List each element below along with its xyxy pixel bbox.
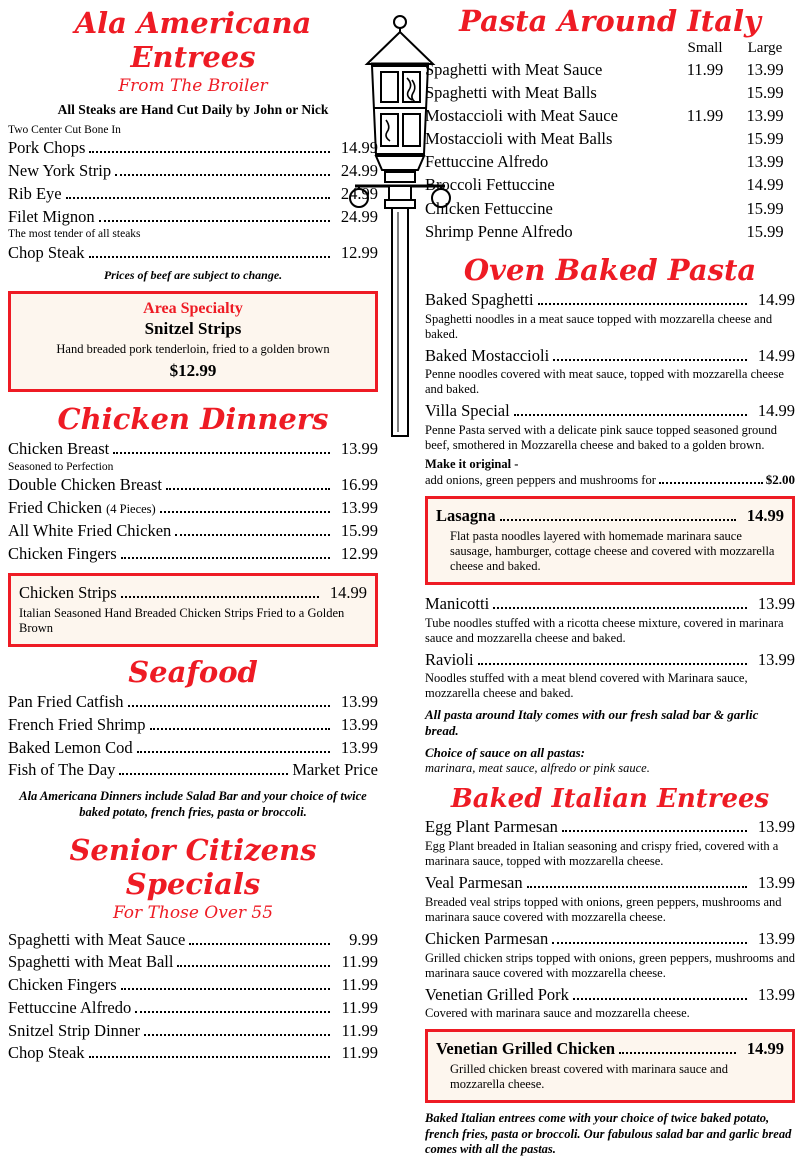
menu-item-row [8, 438, 378, 461]
item-price: 13.99 [757, 873, 795, 893]
item-price: 24.99 [340, 160, 378, 180]
item-name: Fettuccine Alfredo [8, 997, 132, 1017]
item-price-large: 15.99 [746, 198, 784, 218]
item-price-large: 15.99 [746, 129, 784, 149]
menu-item-row [8, 974, 378, 997]
item-name: Veal Parmesan [425, 873, 523, 893]
steaks-note: All Steaks are Hand Cut Daily by John or Nick [57, 102, 329, 117]
item-price: 13.99 [757, 817, 795, 837]
item-price: 13.99 [340, 737, 378, 757]
menu-item-row [436, 1038, 784, 1061]
item-name: Fried Chicken (4 Pieces) [8, 498, 156, 518]
item-name: Chicken Parmesan [425, 928, 549, 948]
table-row [425, 173, 795, 196]
leader-dots [89, 256, 330, 258]
menu-item-row [19, 582, 367, 605]
item-desc: Egg Plant breaded in Italian seasoning and crispy fried, covered with a marinara sauce, topped with mozzarella cheese. [425, 839, 779, 869]
item-price: 11.99 [341, 975, 378, 995]
item-name: Pan Fried Catfish [8, 692, 124, 712]
item-name: Filet Mignon [8, 206, 95, 226]
item-price: 11.99 [341, 952, 378, 972]
menu-item-row [425, 593, 795, 616]
leader-dots [659, 482, 763, 484]
item-name: Spaghetti with Meat Ball [8, 952, 174, 972]
item-price: 14.99 [329, 583, 367, 603]
item-price: 24.99 [340, 206, 378, 226]
item-price: Market Price [292, 760, 378, 780]
leader-dots [552, 942, 747, 944]
item-name: Lasagna [436, 506, 496, 526]
item-name: Egg Plant Parmesan [425, 817, 558, 837]
item-price: 11.99 [341, 1020, 378, 1040]
leader-dots [89, 151, 330, 153]
item-name: Spaghetti with Meat Balls [425, 83, 597, 103]
leader-dots [619, 1052, 736, 1054]
item-name: Mostaccioli with Meat Balls [425, 129, 613, 149]
leader-dots [121, 988, 330, 990]
addon-row [425, 472, 795, 488]
dinners-include-note: Ala Americana Dinners include Salad Bar and your choice of twice baked potato, french fries, pasta or broccoli. [19, 789, 367, 820]
table-row [425, 220, 795, 243]
section-title-pasta-around-italy: Pasta Around Italy [459, 4, 761, 38]
item-price: 9.99 [349, 929, 378, 949]
item-price: 14.99 [340, 138, 378, 158]
table-row [425, 58, 795, 81]
item-price: 16.99 [340, 475, 378, 495]
menu-item-row [8, 137, 378, 160]
item-name: Chicken Fingers [8, 975, 117, 995]
column-header-small: Small [687, 40, 723, 56]
section-title-ala-americana: Ala Americana Entrees [74, 6, 312, 74]
menu-item-row [8, 160, 378, 183]
item-name: Snitzel Strip Dinner [8, 1020, 140, 1040]
item-name: Rib Eye [8, 183, 62, 203]
leader-dots [527, 886, 747, 888]
item-qty-note: (4 Pieces) [106, 502, 156, 517]
item-price: 15.99 [340, 520, 378, 540]
item-name: Villa Special [425, 401, 510, 421]
item-name: Fish of The Day [8, 760, 116, 780]
venetian-grilled-chicken-box [425, 1029, 795, 1103]
two-center-cut-note: Two Center Cut Bone In [8, 124, 121, 136]
area-specialty-title: Area Specialty [143, 300, 243, 318]
item-desc: Seasoned to Perfection [8, 461, 114, 474]
item-desc: Spaghetti noodles in a meat sauce topped with mozzarella cheese and baked. [425, 311, 773, 341]
item-desc: Noodles stuffed with a meat blend covered with Marinara sauce, mozzarella cheese and baked. [425, 671, 748, 701]
item-price: 14.99 [757, 401, 795, 421]
item-desc: Tube noodles stuffed with a ricotta cheese mixture, covered in marinara sauce and mozzarella cheese and baked. [425, 615, 784, 645]
item-price: 12.99 [340, 242, 378, 262]
menu-item-row [425, 400, 795, 423]
leader-dots [562, 830, 747, 832]
leader-dots [119, 773, 288, 775]
leader-dots [538, 303, 747, 305]
addon-text: add onions, green peppers and mushrooms for [425, 473, 656, 488]
menu-item-row [8, 714, 378, 737]
leader-dots [115, 174, 330, 176]
menu-item-row [8, 474, 378, 497]
section-title-oven-baked-pasta: Oven Baked Pasta [463, 252, 757, 287]
column-header-large: Large [747, 40, 783, 56]
beef-price-disclaimer: Prices of beef are subject to change. [103, 268, 283, 283]
item-name: Mostaccioli with Meat Sauce [425, 106, 618, 126]
menu-item-row [8, 543, 378, 566]
menu-item-row [8, 737, 378, 760]
item-desc: Italian Seasoned Hand Breaded Chicken Strips Fried to a Golden Brown [19, 606, 345, 636]
table-row [425, 104, 795, 127]
table-row [425, 81, 795, 104]
leader-dots [150, 728, 331, 730]
item-price: 12.99 [340, 543, 378, 563]
table-row [425, 197, 795, 220]
menu-item-row [436, 505, 784, 528]
menu-item-row [8, 951, 378, 974]
filet-note: The most tender of all steaks [8, 228, 141, 241]
left-column [8, 6, 378, 1065]
make-it-original-label: Make it original - [425, 457, 519, 472]
item-name: Baked Lemon Cod [8, 737, 133, 757]
right-column [425, 4, 795, 1171]
item-name: Broccoli Fettuccine [425, 175, 555, 195]
leader-dots [113, 452, 330, 454]
item-name: Chicken Fettuccine [425, 198, 553, 218]
item-name: Baked Mostaccioli [425, 345, 550, 365]
baked-italian-includes-note: Baked Italian entrees come with your choice of twice baked potato, french fries, pasta or broccoli. Our fabulous salad bar and garlic bread comes with all the pastas. [425, 1111, 792, 1157]
leader-dots [135, 1011, 330, 1013]
leader-dots [137, 751, 330, 753]
item-name: Venetian Grilled Pork [425, 984, 569, 1004]
leader-dots [128, 705, 331, 707]
menu-item-row [425, 872, 795, 895]
pasta-includes-note: All pasta around Italy comes with our fresh salad bar & garlic bread. [425, 707, 759, 739]
item-name: French Fried Shrimp [8, 714, 146, 734]
item-name: Fettuccine Alfredo [425, 152, 549, 172]
sauce-choice-label: Choice of sauce on all pastas: [425, 745, 585, 761]
table-row [425, 127, 795, 150]
item-price-large: 14.99 [746, 175, 784, 195]
chicken-strips-box [8, 573, 378, 647]
item-price: 24.99 [340, 183, 378, 203]
leader-dots [121, 557, 330, 559]
item-price: 13.99 [340, 692, 378, 712]
item-price-large: 13.99 [746, 106, 784, 126]
section-title-chicken-dinners: Chicken Dinners [57, 402, 329, 437]
menu-item-row [425, 289, 795, 312]
item-price: 13.99 [757, 649, 795, 669]
area-specialty-price: $12.99 [169, 361, 217, 381]
leader-dots [175, 534, 330, 536]
price-column-headers [425, 40, 795, 57]
item-name: Pork Chops [8, 138, 86, 158]
item-price: 14.99 [746, 506, 784, 526]
leader-dots [99, 220, 330, 222]
item-price: 13.99 [340, 498, 378, 518]
item-desc: Grilled chicken strips topped with onions, green peppers, mushrooms and marinara sauce covered with mozzarella cheese. [425, 950, 795, 980]
leader-dots [500, 519, 736, 521]
item-price: 14.99 [746, 1039, 784, 1059]
lasagna-box [425, 496, 795, 585]
leader-dots [160, 511, 330, 513]
item-price-large: 13.99 [746, 152, 784, 172]
leader-dots [478, 663, 747, 665]
menu-item-row [8, 1020, 378, 1043]
addon-price: $2.00 [765, 472, 795, 488]
menu-item-row [8, 183, 378, 206]
item-desc: Penne Pasta served with a delicate pink sauce topped seasoned ground beef, smothered in Mozzarella cheese and baked to a golden brown. [425, 423, 777, 453]
menu-item-row [425, 816, 795, 839]
item-price: 13.99 [757, 984, 795, 1004]
item-price-large: 15.99 [746, 221, 784, 241]
item-price-large: 15.99 [746, 83, 784, 103]
item-name: New York Strip [8, 160, 112, 180]
item-desc: Covered with marinara sauce and mozzarella cheese. [425, 1006, 690, 1021]
menu-item-row [8, 997, 378, 1020]
section-title-seafood: Seafood [128, 655, 258, 690]
item-name: Chicken Fingers [8, 543, 117, 563]
item-name: Spaghetti with Meat Sauce [425, 60, 603, 79]
item-price: 13.99 [340, 439, 378, 459]
item-name: Ravioli [425, 649, 474, 669]
item-name: Chop Steak [8, 242, 85, 262]
item-name: Shrimp Penne Alfredo [425, 221, 573, 241]
menu-item-row [8, 520, 378, 543]
item-price: 13.99 [757, 928, 795, 948]
item-price-small: 11.99 [686, 60, 724, 79]
menu-item-row [8, 497, 378, 520]
sauce-choice-list: marinara, meat sauce, alfredo or pink sauce. [425, 761, 650, 776]
item-name: Chicken Strips [19, 583, 117, 603]
subtitle-from-the-broiler: From The Broiler [118, 76, 268, 96]
leader-dots [144, 1034, 330, 1036]
leader-dots [166, 488, 330, 490]
item-desc: Breaded veal strips topped with onions, green peppers, mushrooms and marinara sauce covered with mozzarella cheese. [425, 894, 782, 924]
area-specialty-desc: Hand breaded pork tenderloin, fried to a golden brown [56, 342, 330, 357]
item-name: Manicotti [425, 593, 490, 613]
item-price: 11.99 [341, 997, 378, 1017]
area-specialty-name: Snitzel Strips [144, 319, 242, 339]
menu-item-row [8, 691, 378, 714]
item-name: Double Chicken Breast [8, 475, 162, 495]
leader-dots [89, 1056, 330, 1058]
leader-dots [553, 359, 747, 361]
menu-item-row [8, 759, 378, 782]
section-title-senior-specials: Senior Citizens Specials [69, 832, 317, 901]
leader-dots [189, 943, 330, 945]
item-price: 13.99 [340, 714, 378, 734]
menu-item-row [425, 984, 795, 1007]
item-name: All White Fried Chicken [8, 520, 172, 540]
item-name: Spaghetti with Meat Sauce [8, 929, 186, 949]
menu-item-row [8, 242, 378, 265]
menu-item-row [425, 928, 795, 951]
item-name: Venetian Grilled Chicken [436, 1039, 616, 1059]
menu-item-row [425, 649, 795, 672]
item-price-large: 13.99 [746, 60, 784, 79]
leader-dots [177, 965, 330, 967]
leader-dots [66, 197, 330, 199]
menu-item-row [8, 206, 378, 229]
item-price: 13.99 [757, 593, 795, 613]
leader-dots [573, 998, 747, 1000]
leader-dots [493, 607, 747, 609]
leader-dots [514, 414, 747, 416]
item-price: 14.99 [757, 289, 795, 309]
table-row [425, 150, 795, 173]
item-name: Chop Steak [8, 1043, 85, 1063]
menu-item-row [8, 929, 378, 952]
item-desc: Grilled chicken breast covered with marinara sauce and mozzarella cheese. [450, 1062, 728, 1092]
item-desc: Penne noodles covered with meat sauce, topped with mozzarella cheese and baked. [425, 367, 784, 397]
leader-dots [121, 596, 319, 598]
item-price: 14.99 [757, 345, 795, 365]
item-price-small: 11.99 [686, 106, 724, 126]
menu-item-row [425, 345, 795, 368]
item-price: 11.99 [341, 1043, 378, 1063]
area-specialty-box [8, 291, 378, 392]
subtitle-over-55: For Those Over 55 [112, 902, 274, 923]
section-title-baked-italian-entrees: Baked Italian Entrees [450, 784, 770, 815]
item-name: Chicken Breast [8, 439, 110, 459]
item-name: Baked Spaghetti [425, 289, 534, 309]
item-desc: Flat pasta noodles layered with homemade marinara sauce sausage, hamburger, cottage cheese and covered with mozzarella cheese and baked. [450, 528, 775, 573]
menu-item-row [8, 1042, 378, 1065]
